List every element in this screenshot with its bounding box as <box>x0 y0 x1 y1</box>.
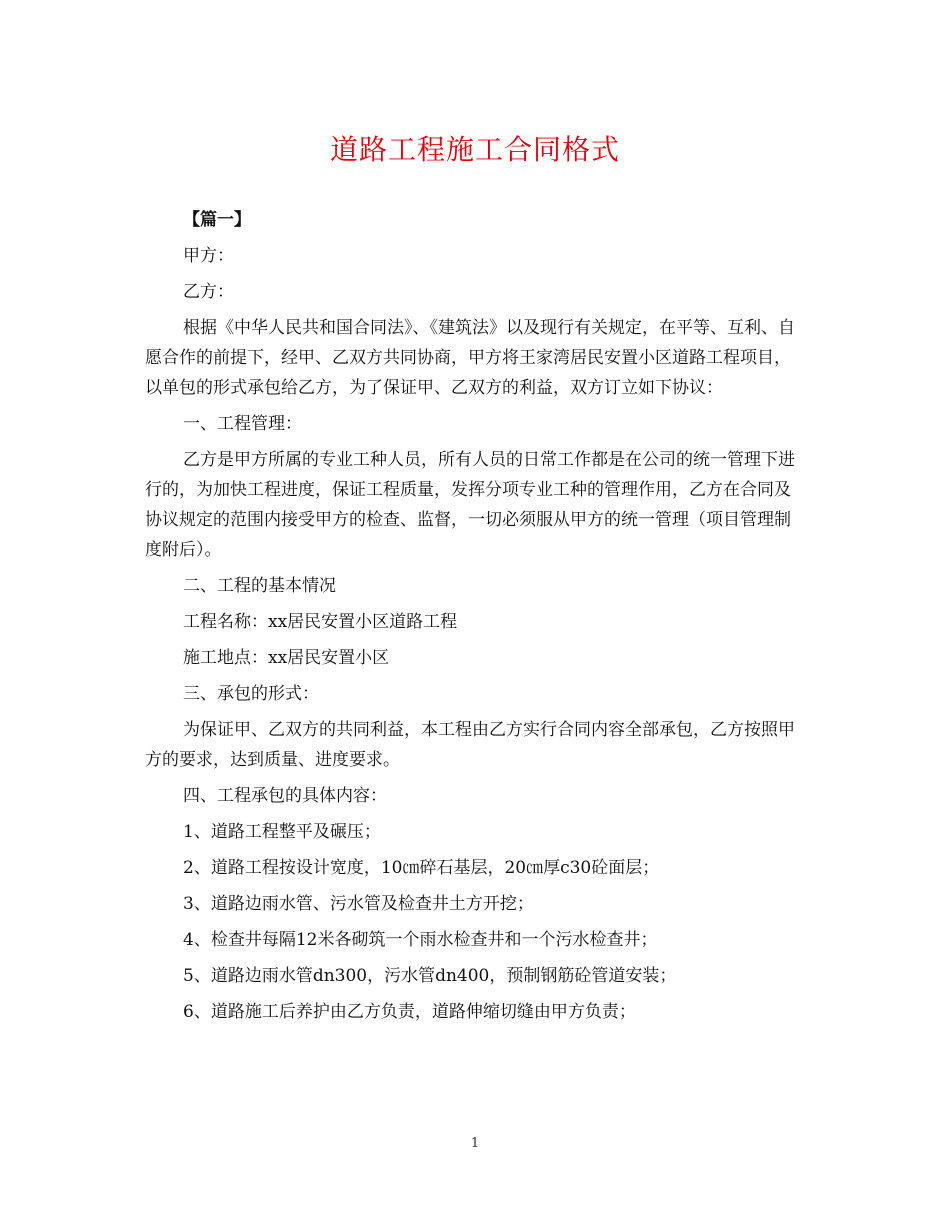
clause-heading: 二、工程的基本情况 <box>183 576 336 596</box>
document-title: 道路工程施工合同格式 <box>329 133 620 166</box>
document-body <box>145 205 805 1033</box>
clause-heading: 一、工程管理： <box>183 414 302 434</box>
paragraph: 施工地点：xx居民安置小区 <box>183 648 390 668</box>
list-item: 1、道路工程整平及碾压； <box>183 822 381 842</box>
page-number: 1 <box>470 1136 480 1151</box>
paragraph: 乙方是甲方所属的专业工种人员，所有人员的日常工作都是在公司的统一管理下进行的，为加快工程进度，保证工程质量，发挥分项专业工种的管理作用，乙方在合同及协议规定的范围内接受甲方的检查、监督，一切必须服从甲方的统一管理（项目管理制度附后）。 <box>145 450 795 560</box>
party-b-line: 乙方： <box>183 282 234 302</box>
list-item: 3、道路边雨水管、污水管及检查井土方开挖； <box>183 894 534 914</box>
list-item: 6、道路施工后养护由乙方负责，道路伸缩切缝由甲方负责； <box>183 1002 636 1022</box>
paragraph: 为保证甲、乙双方的共同利益，本工程由乙方实行合同内容全部承包，乙方按照甲方的要求，达到质量、进度要求。 <box>145 720 795 770</box>
list-item: 5、道路边雨水管dn300，污水管dn400，预制钢筋砼管道安装； <box>183 966 677 986</box>
paragraph: 工程名称：xx居民安置小区道路工程 <box>183 612 458 632</box>
list-item: 4、检查井每隔12米各砌筑一个雨水检查井和一个污水检查井； <box>183 930 658 950</box>
section-heading: 【篇一】 <box>183 210 251 230</box>
paragraph: 根据《中华人民共和国合同法》、《建筑法》以及现行有关规定，在平等、互利、自愿合作的前提下，经甲、乙双方共同协商，甲方将王家湾居民安置小区道路工程项目，以单包的形式承包给乙方，为了保证甲、乙双方的利益，双方订立如下协议： <box>145 318 795 398</box>
clause-heading: 四、工程承包的具体内容： <box>183 786 387 806</box>
clause-heading: 三、承包的形式： <box>183 684 319 704</box>
party-a-line: 甲方： <box>183 246 234 266</box>
list-item: 2、道路工程按设计宽度，10㎝碎石基层，20㎝厚c30砼面层； <box>183 858 660 878</box>
